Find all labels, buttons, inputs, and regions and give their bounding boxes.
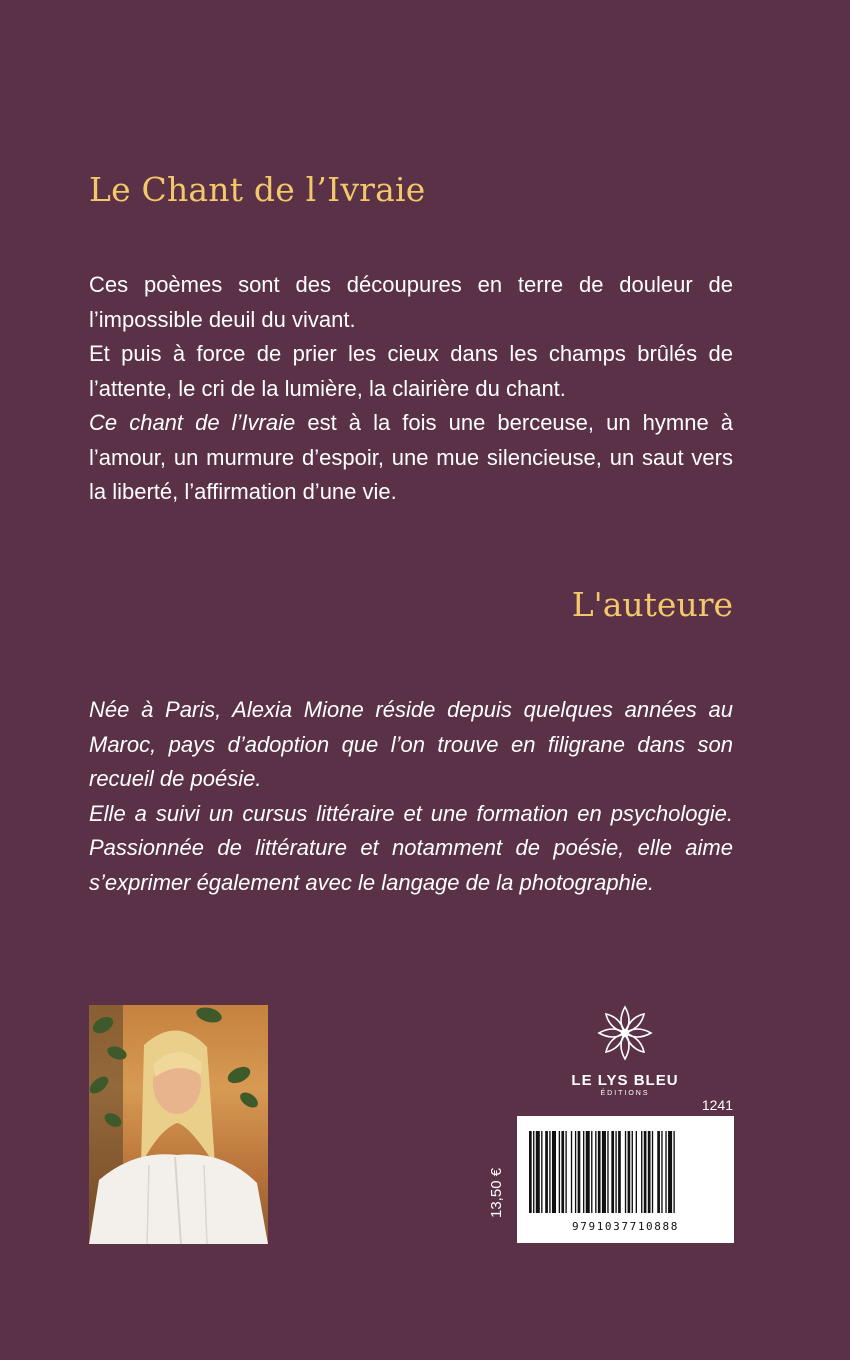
author-portrait-illustration <box>89 1005 268 1244</box>
publisher-logo <box>556 1003 694 1097</box>
back-cover-blurb <box>89 268 733 510</box>
author-heading: L'auteure <box>571 585 733 624</box>
barcode-bar <box>586 1131 590 1213</box>
barcode-bar <box>552 1131 556 1213</box>
barcode-bar <box>673 1131 674 1213</box>
barcode-bar <box>565 1131 566 1213</box>
barcode-bar <box>571 1131 572 1213</box>
bio-paragraph: Née à Paris, Alexia Mione réside depuis quelques années au Maroc, pays d’adoption que l’on trouve en filigrane dans son recueil de poésie. <box>89 697 733 791</box>
book-title: Le Chant de l’Ivraie <box>89 170 426 209</box>
publisher-subtitle: ÉDITIONS <box>600 1090 650 1097</box>
author-bio <box>89 693 733 900</box>
barcode-bar <box>618 1131 621 1213</box>
lotus-logo-icon <box>595 1003 655 1063</box>
barcode-bar <box>611 1131 614 1213</box>
barcode-bars <box>525 1131 726 1213</box>
barcode-bar <box>598 1131 601 1213</box>
barcode-bar <box>536 1131 540 1213</box>
blurb-text: est à la fois une berceuse, un hymne à l’amour, un murmure d’espoir, une mue silencieuse, un saut vers la liberté, l’affirmation d’une vie. <box>89 410 734 504</box>
barcode-bar <box>575 1131 576 1213</box>
barcode-bar <box>644 1131 647 1213</box>
barcode-bar <box>661 1131 662 1213</box>
price-label: 13,50 € <box>488 1167 505 1218</box>
barcode-bar <box>668 1131 672 1213</box>
barcode-bar <box>545 1131 548 1213</box>
barcode <box>517 1116 734 1243</box>
barcode-bar <box>583 1131 584 1213</box>
blurb-paragraph: Et puis à force de prier les cieux dans les champs brûlés de l’attente, le cri de la lumière, la clairière du chant. <box>89 341 733 401</box>
barcode-bar <box>578 1131 581 1213</box>
barcode-bar <box>607 1131 608 1213</box>
barcode-bar <box>628 1131 631 1213</box>
barcode-digits: 9791037710888 <box>572 1220 679 1233</box>
barcode-bar <box>665 1131 666 1213</box>
blurb-paragraph: Ces poèmes sont des découpures en terre de douleur de l’impossible deuil du vivant. <box>89 272 733 332</box>
blurb-title-italic: Ce chant de l’Ivraie <box>89 410 296 435</box>
barcode-bar <box>602 1131 606 1213</box>
book-code: 1241 <box>701 1097 733 1113</box>
barcode-bar <box>529 1131 532 1213</box>
barcode-bar <box>559 1131 560 1213</box>
bio-paragraph: Elle a suivi un cursus littéraire et une formation en psychologie. Passionnée de littérature et notamment de poésie, elle aime s’exprimer également avec le langage de la photographie. <box>89 800 733 895</box>
barcode-bar <box>632 1131 633 1213</box>
barcode-bar <box>615 1131 616 1213</box>
barcode-bar <box>541 1131 542 1213</box>
author-photo <box>89 1005 268 1244</box>
publisher-name: LE LYS BLEU <box>571 1072 679 1089</box>
barcode-bar <box>591 1131 592 1213</box>
barcode-bar <box>652 1131 653 1213</box>
barcode-bar <box>636 1131 637 1213</box>
barcode-bar <box>561 1131 564 1213</box>
barcode-bar <box>595 1131 596 1213</box>
barcode-bar <box>533 1131 534 1213</box>
blurb-paragraph <box>89 406 733 510</box>
barcode-bar <box>549 1131 550 1213</box>
barcode-bar <box>641 1131 642 1213</box>
barcode-bar <box>625 1131 626 1213</box>
barcode-bar <box>657 1131 660 1213</box>
barcode-bar <box>648 1131 651 1213</box>
